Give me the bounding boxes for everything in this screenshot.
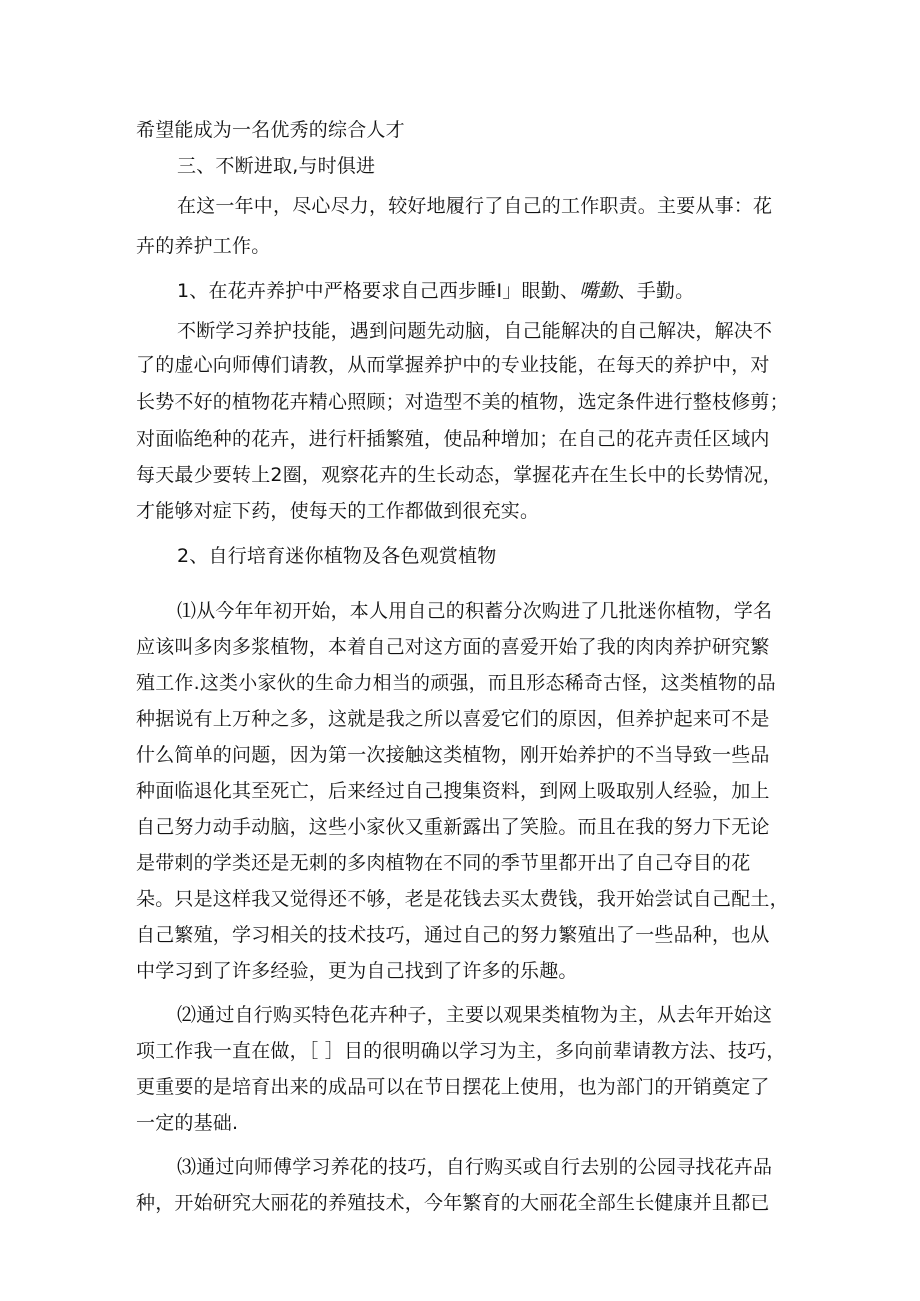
text-line: 应该叫多肉多浆植物，本着自己对这方面的喜爱开始了我的肉肉养护研究繁 (136, 636, 770, 658)
text-line: 什么简单的问题，因为第一次接触这类植物，刚开始养护的不当导致一些品 (136, 744, 770, 766)
text-run-italic: 嘴勤 (579, 280, 618, 302)
text-run: 、手勤。 (617, 280, 695, 302)
text-line: ⑵通过自行购买特色花卉种子，主要以观果类植物为主，从去年开始这 (177, 1004, 773, 1026)
text-line: 每天最少要转上2圈，观察花卉的生长动态，掌握花卉在生长中的长势情况， (136, 464, 782, 486)
text-line: 自己繁殖，学习相关的技术技巧，通过自己的努力繁殖出了一些品种，也从 (136, 924, 770, 946)
text-line: 才能够对症下药，使每天的工作都做到很充实。 (136, 500, 540, 522)
section-heading: 三、不断进取,与时俱进 (177, 155, 376, 177)
text-line: 对面临绝种的花卉，进行杆插繁殖，使品种增加；在自己的花卉责任区域内 (136, 428, 770, 450)
text-line: 自己努力动手动脑，这些小家伙又重新露出了笑脸。而且在我的努力下无论 (136, 816, 770, 838)
text-line: 种，开始研究大丽花的养殖技术，今年繁育的大丽花全部生长健康并且都已 (136, 1192, 770, 1214)
text-line: 更重要的是培育出来的成品可以在节日摆花上使用，也为部门的开销奠定了 (136, 1076, 770, 1098)
list-item-heading (177, 278, 694, 304)
text-line: 项工作我一直在做，［ ］目的很明确以学习为主，多向前辈请教方法、技巧， (136, 1040, 786, 1062)
text-line: 在这一年中，尽心尽力，较好地履行了自己的工作职责。主要从事：花 (177, 195, 773, 217)
text-run: 1、在花卉养护中严格要求自己西步睡I」眼勤、 (177, 280, 580, 302)
text-line: 希望能成为一名优秀的综合人才 (136, 119, 405, 141)
text-line: 种面临退化其至死亡，后来经过自己搜集资料，到网上吸取别人经验，加上 (136, 780, 770, 802)
text-line: 不断学习养护技能，遇到问题先动脑，自己能解决的自己解决，解决不 (177, 320, 773, 342)
text-line: ⑶通过向师傅学习养花的技巧，自行购买或自行去别的公园寻找花卉品 (177, 1156, 773, 1178)
text-line: 长势不好的植物花卉精心照顾；对造型不美的植物，选定条件进行整枝修剪； (136, 391, 789, 413)
text-line: ⑴从今年年初开始，本人用自己的积蓄分次购进了几批迷你植物，学名 (177, 600, 773, 622)
text-line: 了的虚心向师傅们请教，从而掌握养护中的专业技能，在每天的养护中，对 (136, 354, 770, 376)
text-line: 中学习到了许多经验，更为自己找到了许多的乐趣。 (136, 960, 578, 982)
text-line: 殖工作.这类小家伙的生命力相当的顽强，而且形态稀奇古怪，这类植物的品 (136, 672, 776, 694)
list-item-heading: 2、自行培育迷你植物及各色观赏植物 (177, 545, 497, 567)
text-line: 一定的基础. (136, 1112, 239, 1134)
text-line: 卉的养护工作。 (136, 235, 271, 257)
text-line: 种据说有上万种之多，这就是我之所以喜爱它们的原因，但养护起来可不是 (136, 708, 770, 730)
text-line: 是带刺的学类还是无刺的多肉植物在不同的季节里都开出了自己夺目的花 (136, 852, 751, 874)
text-line: 朵。只是这样我又觉得还不够，老是花钱去买太费钱，我开始尝试自己配土， (136, 888, 789, 910)
